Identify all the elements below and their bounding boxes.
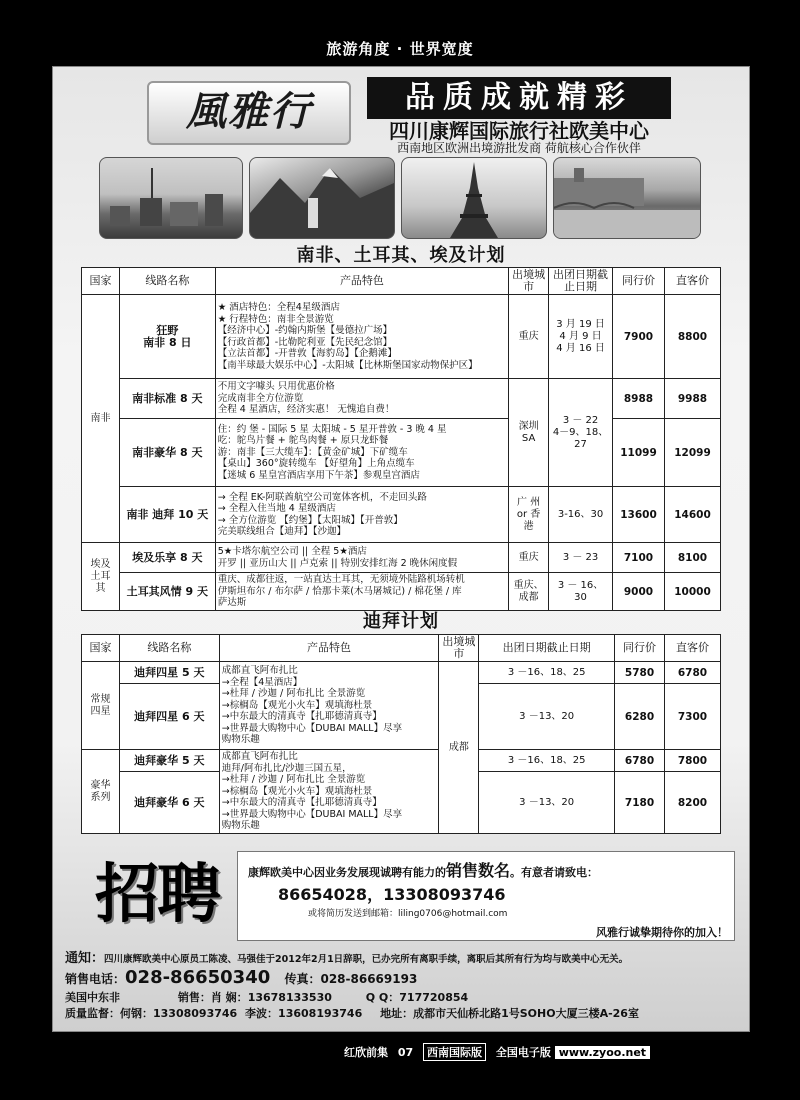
col-direct-price: 直客价 [665,635,721,662]
dates-cell: 3 －16、18、25 [479,662,615,684]
dates-cell: 3 －13、20 [479,684,615,750]
col-route: 线路名称 [119,635,219,662]
footer-page: 07 [397,1045,414,1059]
direct-price-cell: 8200 [665,772,721,834]
plan1-table [81,267,721,611]
route-cell: 迪拜四星 6 天 [119,684,219,750]
direct-price-cell: 12099 [664,419,720,487]
quality-label: 质量监督：何钢： [65,1007,153,1020]
trade-price-cell: 6780 [615,750,665,772]
col-features: 产品特色 [219,635,439,662]
table-row [82,487,721,543]
recruit-line-big: 销售数名 [446,861,511,880]
dates-cell: 3 月 19 日 4 月 9 日 4 月 16 日 [549,295,613,379]
table-row [82,419,721,487]
recruit-slogan: 风雅行诚挚期待你的加入！ [596,926,728,939]
sales-phone: 028-86650340 [125,967,271,988]
recruit-line-post: 。有意者请致电： [510,866,599,879]
col-dates: 出团日期截止日期 [549,268,613,295]
table-row [82,750,721,772]
company-tagline: 西南地区欧洲出境游批发商 荷航核心合作伙伴 [397,141,641,155]
route-cell: 南非标准 8 天 [119,379,215,419]
fax-number: 028-86669193 [320,972,418,986]
table-row [82,379,721,419]
route-cell: 狂野 南非 8 日 [119,295,215,379]
trade-price-cell: 13600 [613,487,665,543]
photo-city [99,157,243,239]
city-cell: 广 州 or 香 港 [509,487,549,543]
page-header: 旅游角度 · 世界宽度 [326,40,474,58]
trade-price-cell: 7900 [613,295,665,379]
col-city: 出境城市 [509,268,549,295]
quality-line [65,1005,745,1021]
direct-price-cell: 8800 [664,295,720,379]
recruit-line-pre: 康辉欧美中心因业务发展现诚聘有能力的 [248,866,446,879]
company-name: 四川康辉国际旅行社欧美中心 [389,119,649,143]
table-row [82,543,721,573]
river-illustration [554,158,700,238]
recruit-email-line [308,906,507,919]
city-cell: 重庆、 成都 [509,573,549,611]
plan1-header-row [82,268,721,295]
trade-price-cell: 6280 [615,684,665,750]
features-cell: 住：约 堡 - 国际 5 星 太阳城 - 5 星开普敦 - 3 晚 4 星 吃：鸵鸟片餐 + 鸵鸟肉餐 + 原只龙虾餐 游：南非【三大缆车】：【黄金矿城】下矿缆车 【桌山】360°旋转缆车 【好望角】上角点缆车 【迷城 6 星皇宫酒店享用下午茶】参观皇宫酒店 [215,419,508,487]
direct-price-cell: 9988 [664,379,720,419]
country-cell: 南非 [82,295,120,543]
col-trade-price: 同行价 [615,635,665,662]
route-cell: 南非豪华 8 天 [119,419,215,487]
contact-line [65,989,745,1005]
direct-price-cell: 6780 [665,662,721,684]
col-country: 国家 [82,635,120,662]
features-cell: 5★卡塔尔航空公司 || 全程 5★酒店 开罗 || 亚历山大 || 卢克索 || 特别安排红海 2 晚休闲度假 [215,543,508,573]
direct-price-cell: 8100 [664,543,720,573]
photo-strip [99,157,709,237]
col-city: 出境城市 [439,635,479,662]
footer-website[interactable]: www.zyoo.net [555,1046,650,1059]
country-cell: 常规 四星 [82,662,120,750]
route-cell: 迪拜豪华 6 天 [119,772,219,834]
address-label: 地址： [380,1007,414,1020]
trade-price-cell: 9000 [613,573,665,611]
country-cell: 埃及 土耳 其 [82,543,120,611]
route-cell: 南非 迪拜 10 天 [119,487,215,543]
qq-number: 717720854 [399,991,469,1004]
table-row [82,662,721,684]
city-cell: 重庆 [509,543,549,573]
recruit-message [248,858,598,881]
page-footer [344,1043,704,1061]
recruit-box [237,851,735,941]
dates-cell: 3 － 22 4－9、18、 27 [549,379,613,487]
route-cell: 土耳其风情 9 天 [119,573,215,611]
col-country: 国家 [82,268,120,295]
sales-label: 销售电话： [65,972,126,986]
features-cell: 重庆、成都往返，一站直达土耳其，无须境外陆路机场转机 伊斯坦布尔 / 布尔萨 / 恰那卡莱(木马屠城记) / 棉花堡 / 库 萨达斯 [215,573,508,611]
footer-left: 红欣前集 [344,1046,388,1059]
plan2-title: 迪拜计划 [363,611,439,632]
brand-slogan: 品质成就精彩 [367,77,671,119]
recruitment-panel [77,847,737,943]
li-label: 李波： [245,1007,279,1020]
direct-price-cell: 10000 [664,573,720,611]
sales-line [65,967,745,988]
col-dates: 出团日期截止日期 [479,635,615,662]
city-cell: 重庆 [509,295,549,379]
advert-page [52,66,750,1032]
col-trade-price: 同行价 [613,268,665,295]
recruit-heading: 招聘 [95,858,219,932]
trade-price-cell: 5780 [615,662,665,684]
notice-label: 通知： [65,951,105,966]
city-cell: 成都 [439,662,479,834]
footer-tag1: 西南国际版 [423,1043,486,1061]
recruit-email-label: 或将简历发送到邮箱： [308,909,399,919]
features-cell: 不用文字噱头 只用优惠价格 完成南非全方位游览 全程 4 星酒店，经济实惠！ 无愧追自费！ [215,379,508,419]
li-phone: 13608193746 [278,1007,363,1020]
qq-label: Q Q： [365,991,400,1004]
city-cell: 深圳 SA [509,379,549,487]
trade-price-cell: 7100 [613,543,665,573]
eiffel-tower-illustration [402,158,546,238]
recruit-phones: 86654028，13308093746 [278,885,506,904]
features-cell: 成都直飞阿布扎比 →全程【4星酒店】 →杜拜 / 沙迦 / 阿布扎比 全景游览 →棕榈岛【观光小火车】观填海杜景 →中东最大的清真寺【扎耶德清真寺】 →世界最大购物中心【DUBAI MALL】尽享 购物乐趣 [219,662,439,750]
features-cell: ★ 酒店特色：全程4星级酒店 ★ 行程特色：南非全景游览 【经济中心】-约翰内斯堡【曼德拉广场】 【行政首都】-比勒陀利亚【先民纪念馆】 【立法首都】-开普敦【海豹岛】【企鹅滩】 【南半球最大娱乐中心】-太阳城【比林斯堡国家动物保护区】 [215,295,508,379]
dates-cell: 3 － 23 [549,543,613,573]
plan2-header-row [82,635,721,662]
country-cell: 豪华 系列 [82,750,120,834]
direct-price-cell: 7800 [665,750,721,772]
mountain-illustration [250,158,394,238]
table-row [82,573,721,611]
photo-eiffel [401,157,547,239]
table-row [82,295,721,379]
footer-tag2: 全国电子版 [495,1046,551,1059]
trade-price-cell: 11099 [613,419,665,487]
route-cell: 迪拜四星 5 天 [119,662,219,684]
dates-cell: 3 － 16、 30 [549,573,613,611]
col-features: 产品特色 [215,268,508,295]
dates-cell: 3-16、30 [549,487,613,543]
direct-price-cell: 14600 [664,487,720,543]
route-cell: 迪拜豪华 5 天 [119,750,219,772]
route-cell: 埃及乐享 8 天 [119,543,215,573]
col-route: 线路名称 [119,268,215,295]
plan1-title: 南非、土耳其、埃及计划 [296,245,506,266]
photo-mountains [249,157,395,239]
sales-person-phone: 13678133530 [247,991,332,1004]
features-cell: → 全程 EK-阿联酋航空公司宽体客机，不走回头路 → 全程入住当地 4 星级酒店 → 全方位游览 【约堡】【太阳城】【开普敦】 完美联线组合【迪拜】【沙迦】 [215,487,508,543]
col-direct-price: 直客价 [664,268,720,295]
city-illustration [100,158,242,238]
fax-label: 传真： [284,972,321,986]
sales-person-label: 销售：肖 娴： [177,991,248,1004]
quality-phone: 13308093746 [153,1007,238,1020]
photo-river [553,157,701,239]
recruit-email[interactable]: liling0706@hotmail.com [398,909,508,919]
direct-price-cell: 7300 [665,684,721,750]
trade-price-cell: 7180 [615,772,665,834]
address-text: 成都市天仙桥北路1号SOHO大厦三楼A-26室 [413,1007,639,1020]
notice-line [65,947,745,966]
dates-cell: 3 －13、20 [479,772,615,834]
dates-cell: 3 －16、18、25 [479,750,615,772]
dept-label: 美国中东非 [65,991,120,1004]
trade-price-cell: 8988 [613,379,665,419]
notice-text: 四川康辉欧美中心原员工陈凌、马强佳于2012年2月1日辞职，已办完所有离职手续，离职后其所有行为均与欧美中心无关。 [104,954,629,965]
plan2-table [81,634,721,834]
brand-logo: 風雅行 [147,81,351,145]
features-cell: 成都直飞阿布扎比 迪拜/阿布扎比/沙迦三国五星， →杜拜 / 沙迦 / 阿布扎比 全景游览 →棕榈岛【观光小火车】观填海杜景 →中东最大的清真寺【扎耶德清真寺】 →世界最大购物中心【DUBAI MALL】尽享 购物乐趣 [219,750,439,834]
